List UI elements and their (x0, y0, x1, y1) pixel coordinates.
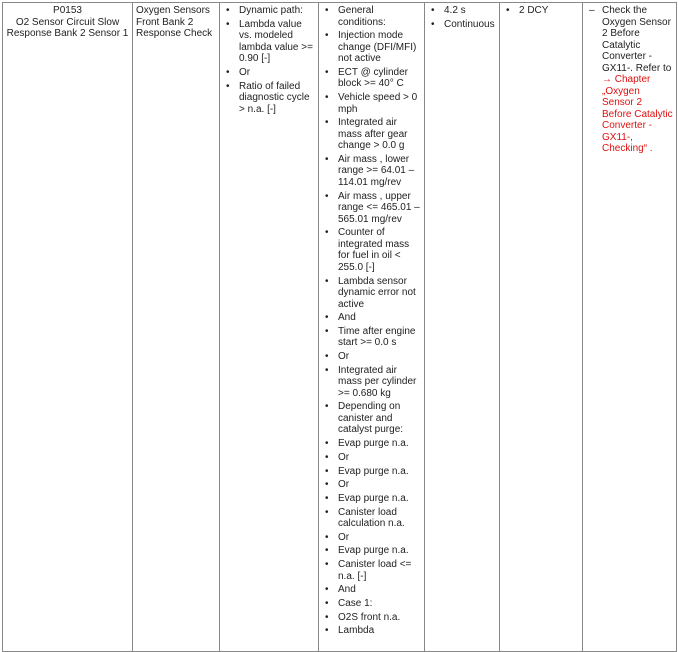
time-list (428, 5, 496, 30)
conditions-list (322, 5, 421, 637)
list-item: • Case 1: (322, 598, 421, 610)
list-item: • O2S front n.a. (322, 612, 421, 624)
list-item: • Time after engine start >= 0.0 s (322, 326, 421, 349)
list-item: • Or (322, 452, 421, 464)
mil-cell (500, 3, 583, 652)
list-item: • ECT @ cylinder block >= 40° C (322, 67, 421, 90)
list-item: • And (322, 584, 421, 596)
list-item: • Or (223, 67, 315, 79)
list-item: • Or (322, 479, 421, 491)
list-item: • Evap purge n.a. (322, 438, 421, 450)
fault-code: P0153 (53, 5, 82, 16)
list-item: • 2 DCY (503, 5, 579, 17)
list-item: • Lambda (322, 625, 421, 637)
remedy-cell (583, 3, 677, 652)
list-item: • Lambda sensor dynamic error not active (322, 276, 421, 311)
list-item: • Dynamic path: (223, 5, 315, 17)
remedy-text: Check the Oxygen Sensor 2 Before Catalytic Converter -GX11-. Refer to (602, 5, 672, 74)
list-item: • Lambda value vs. modeled lambda value >= 0.90 [-] (223, 19, 315, 65)
mil-list (503, 5, 579, 17)
list-item: • Continuous (428, 19, 496, 31)
table-row (3, 3, 677, 652)
threshold-cell (220, 3, 319, 652)
list-item: • Depending on canister and catalyst purge: (322, 401, 421, 436)
list-item: • Air mass , lower range >= 64.01 – 114.01 mg/rev (322, 154, 421, 189)
component-text: Oxygen Sensors Front Bank 2 Response Check (136, 5, 213, 39)
list-item: • Evap purge n.a. (322, 493, 421, 505)
dtc-table (2, 2, 677, 652)
component-cell (133, 3, 220, 652)
list-item: • Or (322, 351, 421, 363)
list-item: • Counter of integrated mass for fuel in oil < 255.0 [-] (322, 227, 421, 273)
list-item: • Injection mode change (DFI/MFI) not active (322, 30, 421, 65)
list-item: • Evap purge n.a. (322, 545, 421, 557)
list-item: • Vehicle speed > 0 mph (322, 92, 421, 115)
list-item: • Canister load calculation n.a. (322, 507, 421, 530)
list-item: • Integrated air mass per cylinder >= 0.680 kg (322, 365, 421, 400)
list-item: • Air mass , upper range <= 465.01 – 565.01 mg/rev (322, 191, 421, 226)
list-item: • Ratio of failed diagnostic cycle > n.a. [-] (223, 81, 315, 116)
chapter-link[interactable]: → Chapter „Oxygen Sensor 2 Before Catalytic Converter -GX11-, Checking“ . (602, 74, 673, 154)
list-item: • Integrated air mass after gear change > 0.0 g (322, 117, 421, 152)
list-item: • And (322, 312, 421, 324)
fault-description-line-2: Response Bank 2 Sensor 1 (6, 28, 129, 39)
time-cell (425, 3, 500, 652)
list-item: • Canister load <= n.a. [-] (322, 559, 421, 582)
remedy-item (586, 5, 673, 155)
conditions-cell (319, 3, 425, 652)
fault-description-line-1: O2 Sensor Circuit Slow (15, 16, 120, 28)
list-item: • Evap purge n.a. (322, 466, 421, 478)
list-item: • Or (322, 532, 421, 544)
list-item: • General conditions: (322, 5, 421, 28)
fault-code-cell (3, 3, 133, 652)
remedy-list (586, 5, 673, 155)
list-item: • 4.2 s (428, 5, 496, 17)
threshold-list (223, 5, 315, 115)
